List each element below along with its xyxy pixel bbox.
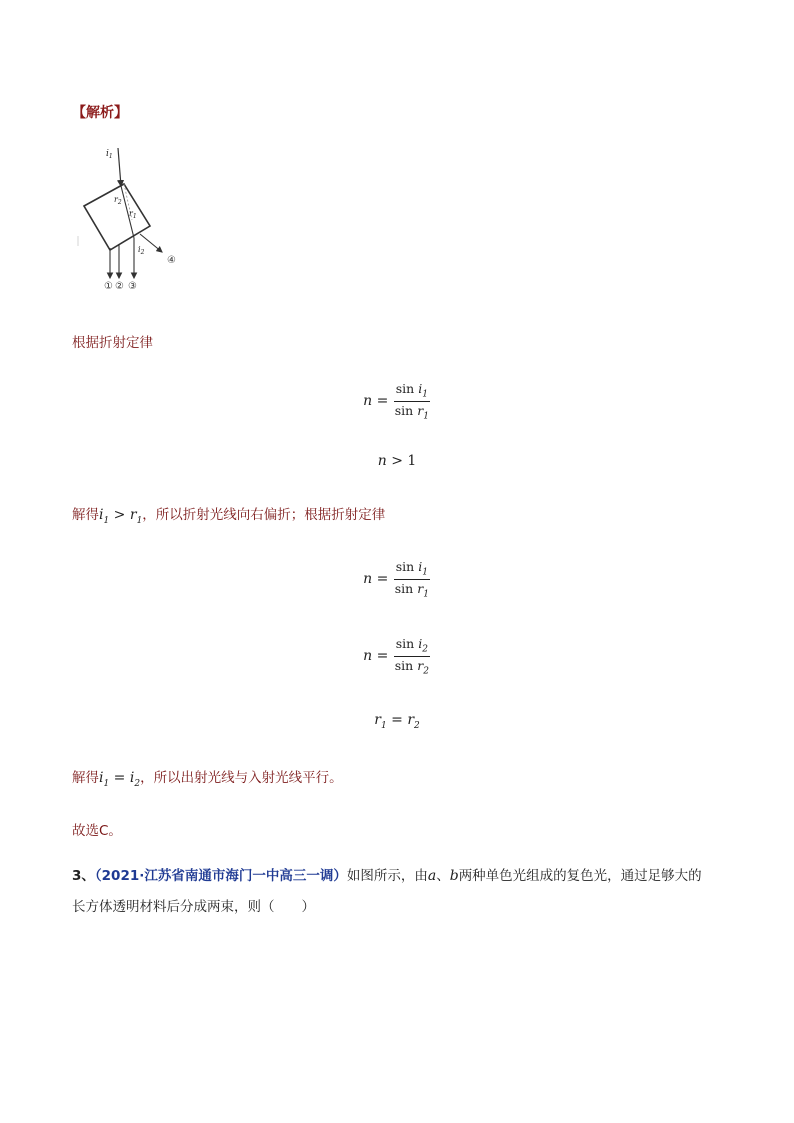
ray-label-4: ④ (167, 255, 176, 266)
question-source: （2021·江苏省南通市海门一中高三一调） (94, 868, 347, 884)
analysis-heading: 【解析】 (72, 105, 128, 121)
label-r1: r (129, 209, 133, 218)
equation-4: n = $\frac{\sin i_2}{\sin r_2}$ (363, 636, 429, 676)
equation-3: n = $\frac{\sin i_1}{\sin r_1}$ (363, 559, 429, 599)
answer-text: 故选C。 (72, 823, 122, 839)
label-i1: i (106, 149, 109, 159)
ray-label-2: ② (115, 281, 124, 292)
glass-block (84, 184, 150, 250)
label-r2: r (114, 195, 118, 204)
incident-ray (118, 148, 121, 186)
ray-label-1: ① (104, 281, 113, 292)
ray-label-3: ③ (128, 281, 137, 292)
text-solve-1: 解得$i_1 > r_1$，所以折射光线向右偏折；根据折射定律 (72, 507, 386, 526)
text-refraction-law: 根据折射定律 (72, 335, 153, 351)
question-line-1: 3、（2021·江苏省南通市海门一中高三一调）如图所示，由a、b两种单色光组成的复色光，通过足够大的 (72, 868, 702, 884)
svg-text:r2: $r_2$ (114, 195, 122, 206)
equation-2: n > 1 (377, 453, 417, 469)
question-number: 3、 (72, 868, 95, 884)
equation-5: $r_1 = r_2$ (374, 712, 420, 731)
svg-text:r1: $r_1$ (129, 209, 137, 220)
equation-1: n = $\frac{\sin i_1}{\sin r_1}$ (363, 381, 429, 421)
text-solve-2: 解得$i_1 = i_2$，所以出射光线与入射光线平行。 (72, 770, 343, 789)
question-line-2: 长方体透明材料后分成两束，则（ ） (72, 899, 315, 915)
svg-text:i2: $i_2$ (138, 245, 145, 256)
refraction-figure (74, 140, 192, 292)
label-i2: i (138, 245, 141, 254)
svg-text:i1: $i_1$ (106, 149, 113, 160)
